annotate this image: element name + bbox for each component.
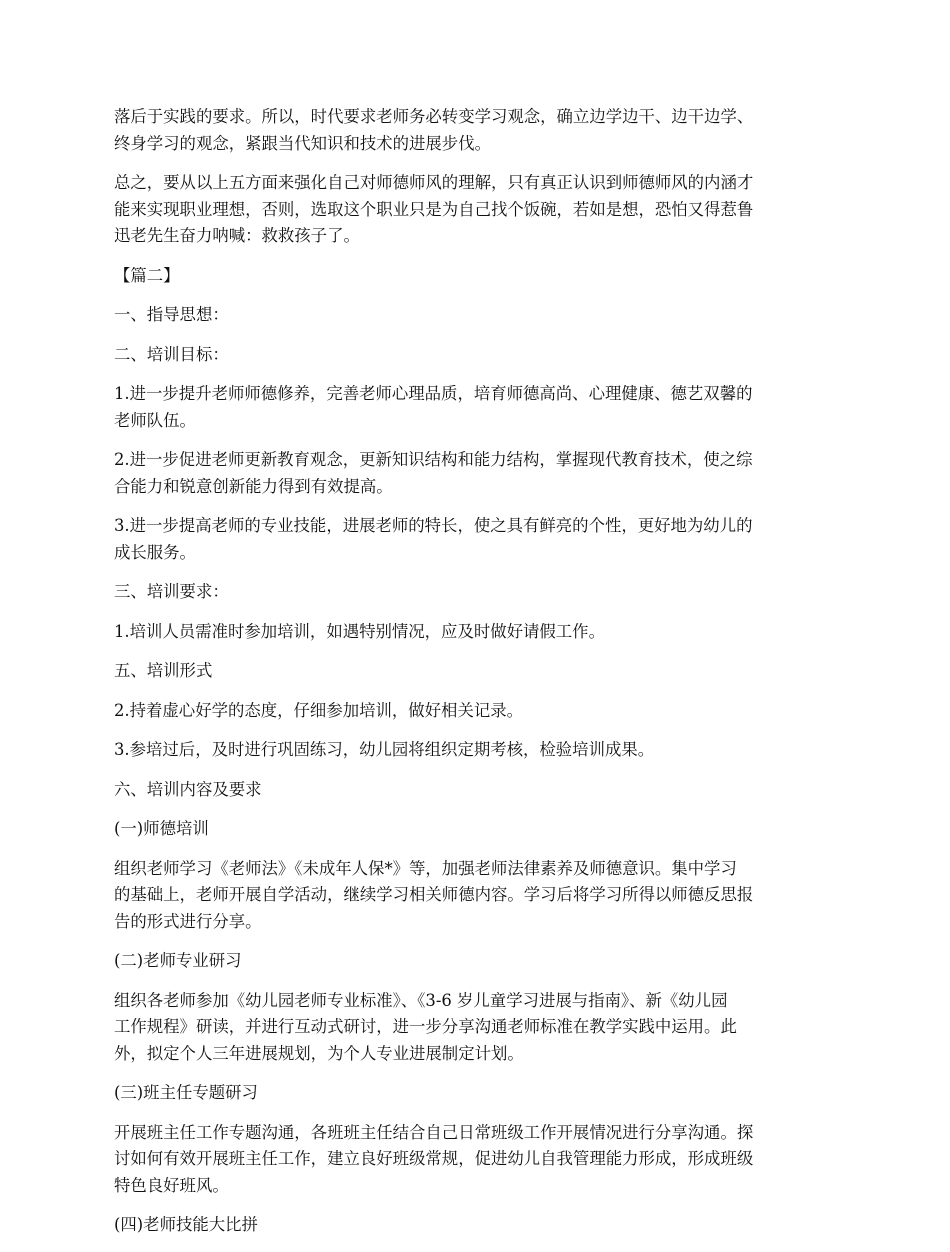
text-line: 2.进一步促进老师更新教育观念，更新知识结构和能力结构，掌握现代教育技术，使之综 [114,450,753,469]
document-page [114,104,840,1252]
text-line: 终身学习的观念，紧跟当代知识和技术的进展步伐。 [114,133,491,153]
text-line: 老师队伍。 [114,410,196,430]
text-line: 2.持着虚心好学的态度，仔细参加培训，做好相关记录。 [114,700,524,720]
text-line: 外，拟定个人三年进展规划，为个人专业进展制定计划。 [114,1043,524,1063]
paragraph [114,579,840,606]
text-line: 成长服务。 [114,542,196,562]
text-line: 特色良好班风。 [114,1175,229,1195]
text-line: 迅老先生奋力呐喊：救救孩子了。 [114,226,360,245]
text-line: 工作规程》研读，并进行互动式研讨，进一步分享沟通老师标准在教学实践中运用。此 [114,1017,737,1036]
text-line: 告的形式进行分享。 [114,911,262,931]
text-line: 二、培训目标： [114,344,229,364]
paragraph [114,342,840,369]
paragraph [114,658,840,685]
text-line: (一)师德培训 [114,819,209,838]
text-line: 【篇二】 [114,265,180,285]
paragraph [114,1080,840,1107]
text-line: 组织老师学习《老师法》《未成年人保*》等，加强老师法律素养及师德意识。集中学习 [114,858,737,878]
paragraph [114,948,840,975]
paragraph [114,263,840,290]
paragraph [114,777,840,804]
paragraph [114,856,840,936]
paragraph [114,737,840,764]
text-line: 3.参培过后，及时进行巩固练习，幼儿园将组织定期考核，检验培训成果。 [114,740,655,759]
paragraph [114,513,840,566]
text-line: 一、指导思想： [114,305,229,324]
paragraph [114,170,840,250]
text-line: (二)老师专业研习 [114,951,242,970]
text-line: 1.培训人员需准时参加培训，如遇特别情况，应及时做好请假工作。 [114,621,605,641]
paragraph [114,104,840,157]
text-line: 合能力和锐意创新能力得到有效提高。 [114,476,393,496]
text-line: 1.进一步提升老师师德修养，完善老师心理品质，培育师德高尚、心理健康、德艺双馨的 [114,384,753,403]
paragraph [114,988,840,1068]
text-line: 3.进一步提高老师的专业技能，进展老师的特长，使之具有鲜亮的个性，更好地为幼儿的 [114,516,753,535]
paragraph [114,447,840,500]
text-line: 三、培训要求： [114,582,229,601]
text-line: (三)班主任专题研习 [114,1083,258,1102]
paragraph [114,381,840,434]
text-line: 能来实现职业理想，否则，选取这个职业只是为自己找个饭碗，若如是想，恐怕又得惹鲁 [114,199,754,219]
text-line: 讨如何有效开展班主任工作，建立良好班级常规，促进幼儿自我管理能力形成，形成班级 [114,1149,754,1168]
paragraph [114,619,840,646]
paragraph [114,698,840,725]
text-line: 的基础上，老师开展自学活动，继续学习相关师德内容。学习后将学习所得以师德反思报 [114,885,754,904]
text-line: 落后于实践的要求。所以，时代要求老师务必转变学习观念，确立边学边干、边干边学、 [114,107,754,126]
text-line: 六、培训内容及要求 [114,779,262,799]
text-line: 五、培训形式 [114,661,213,680]
paragraph [114,816,840,843]
text-line: 总之，要从以上五方面来强化自己对师德师风的理解，只有真正认识到师德师风的内涵才 [114,173,754,192]
text-line: 开展班主任工作专题沟通，各班班主任结合自己日常班级工作开展情况进行分享沟通。探 [114,1122,754,1142]
text-line: 组织各老师参加《幼儿园老师专业标准》、《3-6 岁儿童学习进展与指南》、新《幼儿园 [114,990,728,1010]
paragraph [114,302,840,329]
paragraph [114,1120,840,1200]
text-line: (四)老师技能大比拼 [114,1215,258,1234]
paragraph [114,1212,840,1239]
